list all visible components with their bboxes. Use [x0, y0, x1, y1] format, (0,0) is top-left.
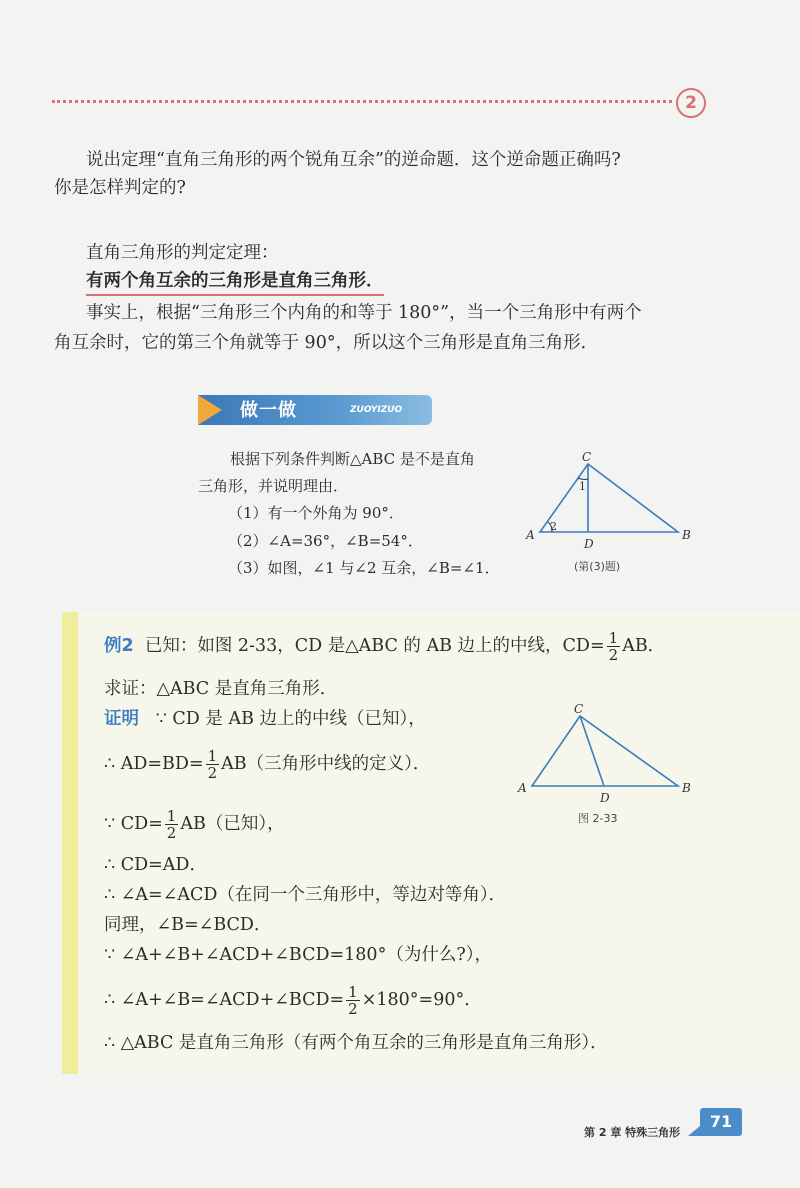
theorem-explain-2: 角互余时，它的第三个角就等于 90°，所以这个三角形是直角三角形． [54, 333, 599, 353]
activity-subtitle: ZUOYIZUO [350, 405, 403, 415]
fig1-label-c: C [582, 450, 592, 464]
theorem-explain-1: 事实上，根据“三角形三个内角的和等于 180°”，当一个三角形中有两个 [86, 303, 642, 323]
intro-line-1: 说出定理“直角三角形的两个锐角互余”的逆命题．这个逆命题正确吗? [86, 150, 621, 170]
theorem-statement [86, 268, 384, 294]
proof-step-2: ∴ AD=BD= $\frac{1}{2}$ AB（三角形中线的定义）． [104, 747, 431, 782]
theorem-statement-text: 有两个角互余的三角形是直角三角形． [86, 271, 384, 296]
figure-2-33 [512, 700, 702, 826]
proof-step-4: ∴ CD=AD． [104, 855, 207, 875]
fig1-angle-1: 1 [579, 480, 586, 493]
fig1-label-b: B [682, 528, 691, 542]
theorem-title: 直角三角形的判定定理： [86, 243, 279, 263]
proof-step-1: 证明 ∵ CD 是 AB 边上的中线（已知）， [104, 709, 426, 729]
activity-item-3: （3）如图，∠1 与∠2 互余，∠B=∠1． [228, 559, 500, 577]
page-badge-tail [688, 1126, 700, 1136]
example-highlight-bar [62, 612, 78, 1074]
fraction-half: $\frac{1}{2}$ [207, 747, 218, 782]
activity-title: 做一做 [240, 400, 297, 421]
proof-step-3: ∵ CD= $\frac{1}{2}$ AB（已知）， [104, 807, 285, 842]
fig1-caption: (第(3)题) [574, 560, 621, 573]
fig2-label-b: B [682, 781, 691, 795]
banner-arrow-icon [198, 395, 222, 425]
fraction-half: $\frac{1}{2}$ [348, 983, 358, 1018]
triangle-abc-2 [532, 716, 678, 786]
fig2-label-a: A [518, 781, 527, 795]
proof-step-9: ∴ △ABC 是直角三角形（有两个角互余的三角形是直角三角形）． [104, 1033, 608, 1053]
header-dotted-rule [52, 100, 672, 103]
fig1-label-d: D [584, 537, 594, 551]
example-given-text: 已知：如图 2-33，CD 是△ABC 的 AB 边上的中线，CD= [144, 636, 605, 656]
chapter-footer: 第 2 章 特殊三角形 [584, 1126, 681, 1139]
section-number-badge: 2 [676, 88, 706, 118]
proof-label: 证明 [104, 709, 139, 729]
activity-item-1: （1）有一个外角为 90°． [228, 504, 404, 522]
fig2-caption: 图 2-33 [578, 812, 618, 825]
proof-step-5: ∴ ∠A=∠ACD（在同一个三角形中，等边对等角）． [104, 885, 507, 905]
proof-step-6: 同理，∠B=∠BCD． [104, 915, 272, 935]
fraction-half: $\frac{1}{2}$ [166, 807, 177, 842]
example-given: 例2 已知：如图 2-33，CD 是△ABC 的 AB 边上的中线，CD= $\frac{1}{2}$ AB． [104, 629, 666, 664]
fig1-angle-2: 2 [550, 520, 557, 533]
fig2-label-d: D [600, 791, 610, 805]
activity-q1: 根据下列条件判断△ABC 是不是直角 [230, 450, 475, 468]
fraction-half: $\frac{1}{2}$ [608, 629, 619, 664]
triangle-abc [540, 464, 678, 532]
median-cd [580, 716, 604, 786]
activity-item-2: （2）∠A=36°，∠B=54°． [228, 532, 423, 550]
proof-step-8: ∴ ∠A+∠B=∠ACD+∠BCD= $\frac{1}{2}$ ×180°=90°． [104, 983, 482, 1018]
example-prove: 求证：△ABC 是直角三角形． [104, 679, 338, 699]
intro-line-2: 你是怎样判定的? [54, 178, 186, 198]
proof-step-7: ∵ ∠A+∠B+∠ACD+∠BCD=180°（为什么?）， [104, 945, 492, 965]
activity-triangle-figure [520, 448, 700, 578]
page-number: 71 [700, 1108, 742, 1136]
example-label: 例2 [104, 636, 134, 656]
activity-q2: 三角形，并说明理由． [198, 477, 349, 495]
fig2-label-c: C [574, 702, 584, 716]
fig1-label-a: A [526, 528, 535, 542]
